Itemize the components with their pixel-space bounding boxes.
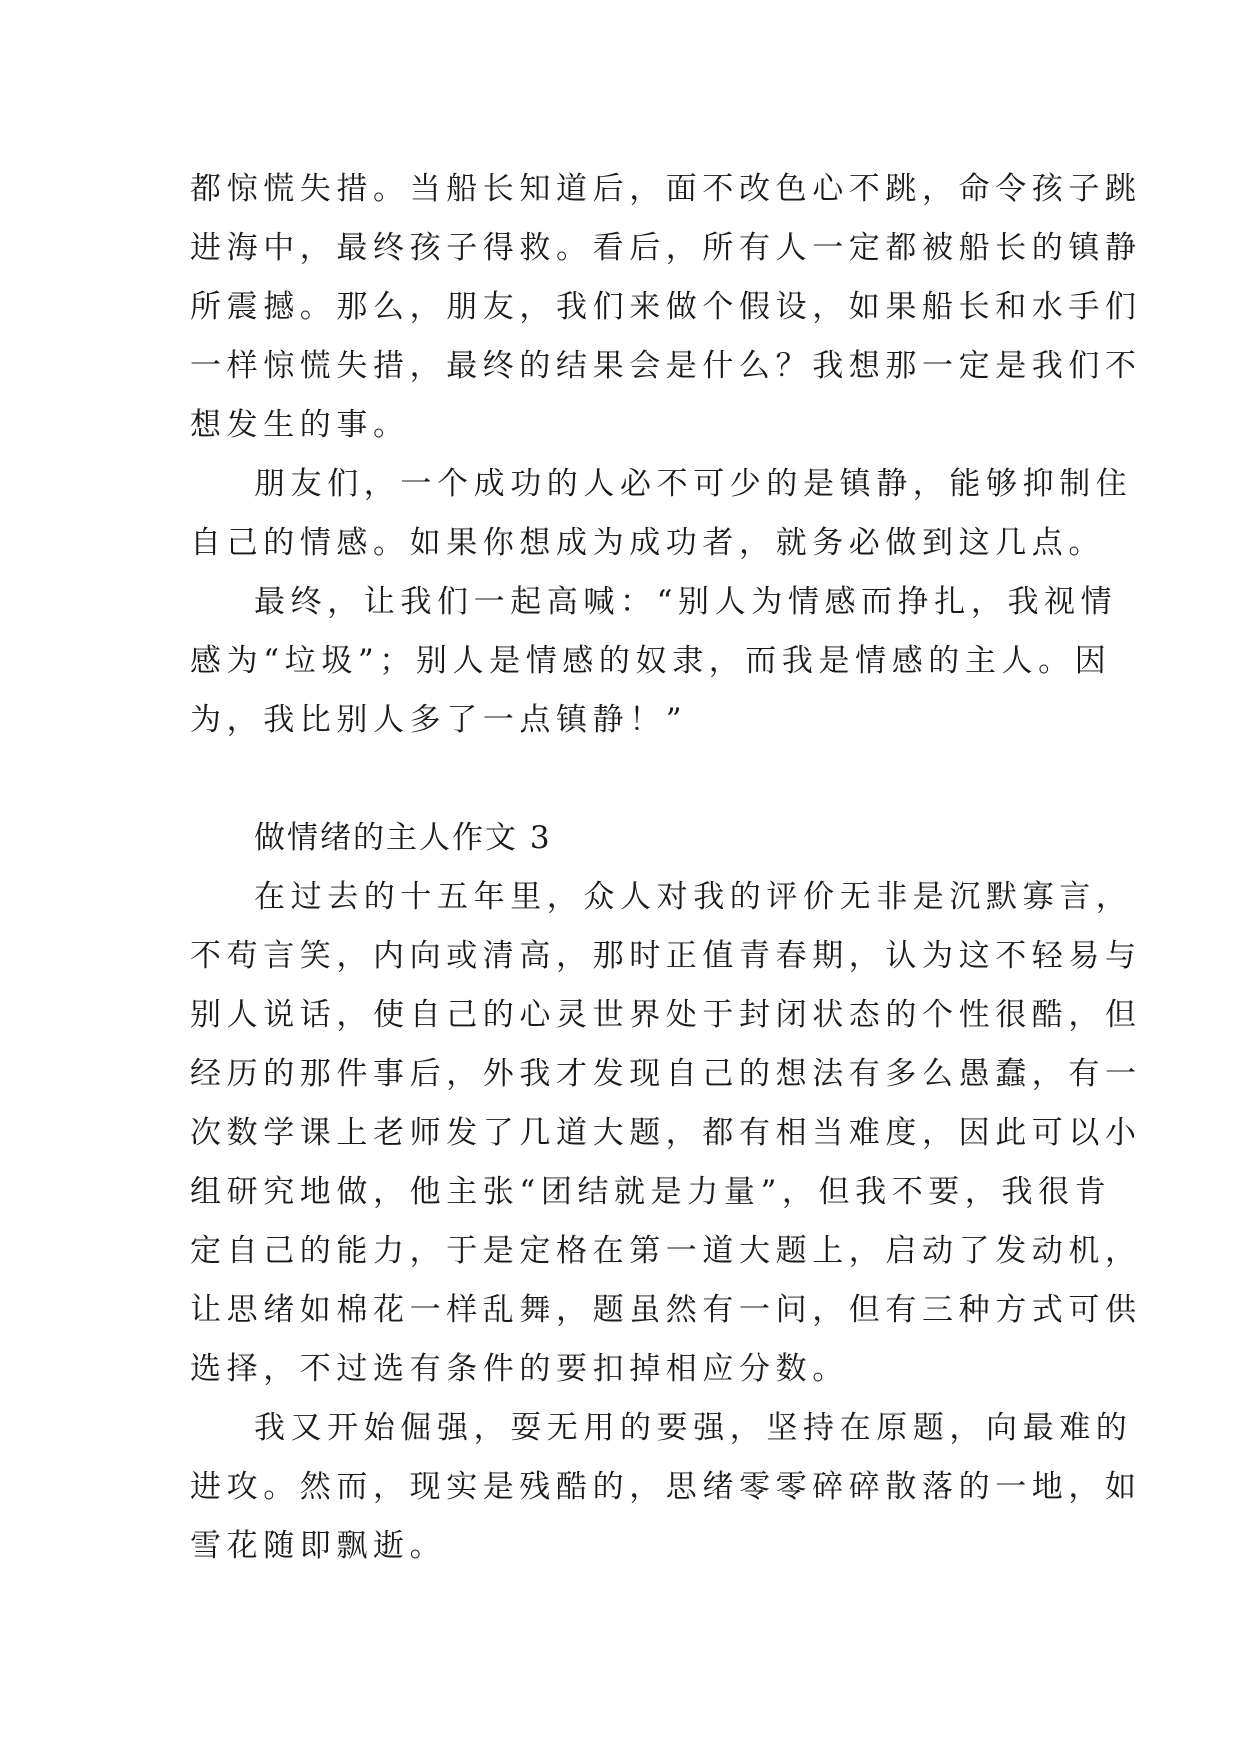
text-line: 不苟言笑，内向或清高，那时正值青春期，认为这不轻易与 [190,938,1142,974]
text-line: 雪花随即飘逝。 [190,1528,447,1564]
text-line: 一样惊慌失措，最终的结果会是什么？我想那一定是我们不 [190,348,1142,384]
text-line: 别人说话，使自己的心灵世界处于封闭状态的个性很酷，但 [190,997,1142,1033]
paragraph-conclusion [190,573,1118,750]
essay-heading: 做情绪的主人作文 3 [254,820,552,856]
paragraph-stubborn-attack [190,1399,1142,1576]
text-line: 感为“垃圾”；别人是情感的奴隶，而我是情感的主人。因 [190,643,1112,679]
text-line: 让思绪如棉花一样乱舞，题虽然有一问，但有三种方式可供 [190,1292,1142,1328]
text-line: 定自己的能力，于是定格在第一道大题上，启动了发动机， [190,1233,1142,1269]
text-line: 为，我比别人多了一点镇静！” [190,702,688,738]
text-line: 进海中，最终孩子得救。看后，所有人一定都被船长的镇静 [190,230,1142,266]
paragraph-composure-story [190,160,1142,455]
text-line: 选择，不过选有条件的要扣掉相应分数。 [190,1351,849,1387]
section-spacer [190,750,1050,809]
paragraph-past-fifteen-years [190,868,1142,1399]
text-line: 想发生的事。 [190,407,410,443]
text-line: 最终，让我们一起高喊：“别人为情感而挣扎，我视情 [254,584,1118,620]
text-line: 朋友们，一个成功的人必不可少的是镇静，能够抑制住 [254,466,1133,502]
text-line: 组研究地做，他主张“团结就是力量”，但我不要，我很肯 [190,1174,1112,1210]
text-line: 我又开始倔强，耍无用的要强，坚持在原题，向最难的 [254,1410,1133,1446]
text-line: 都惊慌失措。当船长知道后，面不改色心不跳，命令孩子跳 [190,171,1142,207]
text-line: 进攻。然而，现实是残酷的，思绪零零碎碎散落的一地，如 [190,1469,1142,1505]
essay-body [190,160,1142,1576]
paragraph-success-composure [190,455,1133,573]
text-line: 所震撼。那么，朋友，我们来做个假设，如果船长和水手们 [190,289,1142,325]
text-line: 次数学课上老师发了几道大题，都有相当难度，因此可以小 [190,1115,1142,1151]
text-line: 自己的情感。如果你想成为成功者，就务必做到这几点。 [190,525,1105,561]
text-line: 经历的那件事后，外我才发现自己的想法有多么愚蠢，有一 [190,1056,1142,1092]
text-line: 在过去的十五年里，众人对我的评价无非是沉默寡言， [254,879,1133,915]
